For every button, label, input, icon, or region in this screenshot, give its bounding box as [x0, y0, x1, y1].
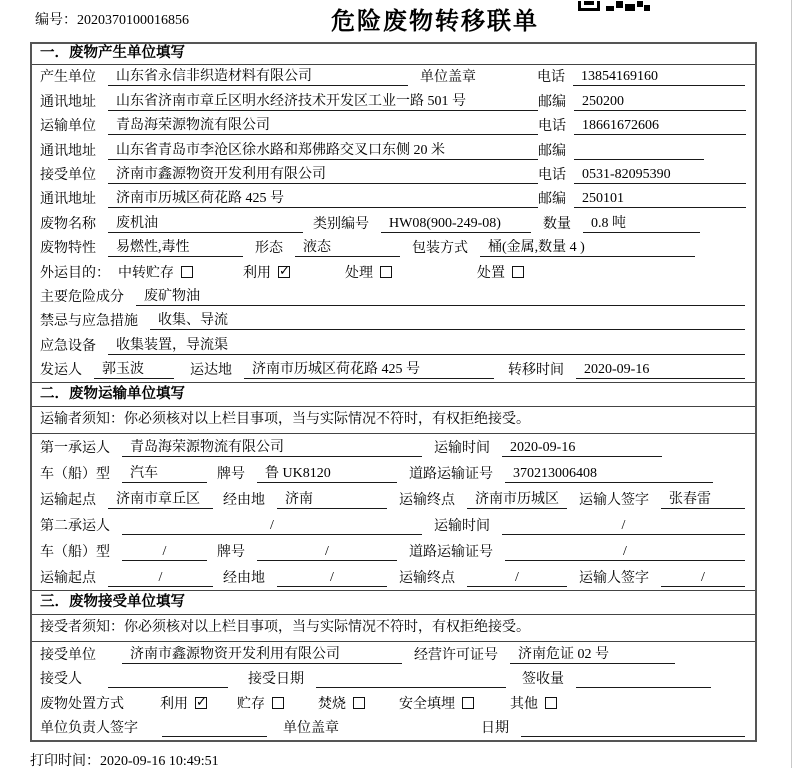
via-label: 经由地 [223, 493, 265, 509]
row-disposal-method [32, 691, 755, 716]
phone-label: 电话 [537, 70, 565, 86]
section1-header: 一．废物产生单位填写 [32, 44, 755, 65]
receiver-label: 接受单位 [40, 167, 96, 183]
row-receiver-address [32, 187, 755, 211]
row-vehicle1 [32, 460, 755, 486]
transport-time1-field: 2020-09-16 [502, 439, 662, 457]
plate-label: 牌号 [217, 467, 245, 483]
sender-field: 郭玉波 [94, 361, 174, 379]
plate1-field: 鲁 UK8120 [257, 465, 397, 483]
purpose-label: 外运目的： [40, 265, 110, 281]
checkbox-label: 焚烧 [318, 696, 346, 712]
purpose-option-dispose [477, 262, 524, 282]
road-permit-label: 道路运输证号 [409, 545, 493, 561]
recipient-field [108, 670, 228, 688]
row-carrier2 [32, 512, 755, 538]
zip-label: 邮编 [538, 143, 566, 159]
producer-name-field: 山东省永信非织造材料有限公司 [108, 68, 408, 86]
transporter-zip-field [574, 142, 704, 160]
disposal-option-incinerate [318, 693, 365, 713]
category-label: 类别编号 [313, 216, 369, 232]
plate2-field: / [257, 543, 397, 561]
checkbox-icon [545, 697, 557, 709]
vehicle-type-label: 车（船）型 [40, 467, 110, 483]
emergency-measures-field: 收集、导流 [150, 312, 745, 330]
address-label: 通讯地址 [40, 94, 96, 110]
transport-time-label: 运输时间 [434, 441, 490, 457]
checkbox-label: 利用 [243, 265, 271, 281]
destination-field: 济南市历城区荷花路 425 号 [244, 361, 494, 379]
row-receiving-unit [32, 642, 755, 667]
producer-phone-field: 13854169160 [573, 68, 745, 86]
transporter-address-field: 山东省青岛市李沧区徐水路和郑佛路交叉口东侧 20 米 [108, 142, 538, 160]
page-title: 危险废物转移联单 [331, 8, 539, 35]
receiving-unit-field: 济南市鑫源物资开发利用有限公司 [122, 646, 402, 664]
manager-sign-field [162, 719, 267, 737]
transfer-time-label: 转移时间 [508, 363, 564, 379]
phone-label: 电话 [538, 119, 566, 135]
checkbox-icon [278, 266, 290, 278]
section-receiver [32, 590, 755, 740]
row-waste-name [32, 211, 755, 235]
recipient-label: 接受人 [40, 672, 82, 688]
disposal-option-storage [237, 693, 284, 713]
receiver-address-field: 济南市历城区荷花路 425 号 [108, 190, 538, 208]
document-header [0, 0, 796, 42]
checkbox-icon [353, 697, 365, 709]
transporter-name-field: 青岛海荣源物流有限公司 [108, 117, 538, 135]
row-route2 [32, 564, 755, 590]
checkbox-icon [272, 697, 284, 709]
origin-label: 运输起点 [40, 571, 96, 587]
zip-label: 邮编 [538, 94, 566, 110]
receive-date-label: 接受日期 [248, 672, 304, 688]
row-vehicle2 [32, 538, 755, 564]
section-transport [32, 382, 755, 590]
producer-zip-field: 250200 [574, 93, 746, 111]
transporter-notice: 运输者须知：你必须核对以上栏目事项，当与实际情况不符时，有权拒绝接受。 [32, 407, 755, 434]
form-field: 液态 [295, 239, 400, 257]
checkbox-icon [380, 266, 392, 278]
origin-label: 运输起点 [40, 493, 96, 509]
checkbox-label: 处置 [477, 265, 505, 281]
print-time [30, 750, 219, 770]
checkbox-icon [195, 697, 207, 709]
print-time-label: 打印时间： [30, 754, 100, 769]
checkbox-icon [512, 266, 524, 278]
page-edge-line [791, 0, 792, 768]
doc-number [35, 9, 189, 29]
receive-date-field [316, 670, 506, 688]
address-label: 通讯地址 [40, 192, 96, 208]
transporter-sign2-field: / [661, 569, 745, 587]
qr-code-icon [578, 0, 650, 16]
carrier2-field: / [122, 517, 422, 535]
purpose-option-utilize [243, 262, 290, 282]
waste-name-field: 废机油 [108, 215, 303, 233]
row-producer-address [32, 89, 755, 113]
row-transfer-purpose [32, 260, 755, 284]
quantity-label: 数量 [543, 216, 571, 232]
phone-label: 电话 [538, 167, 566, 183]
row-hazard-components [32, 285, 755, 309]
quantity-field: 0.8 吨 [583, 215, 700, 233]
waste-name-label: 废物名称 [40, 216, 96, 232]
terminus-label: 运输终点 [399, 571, 455, 587]
transporter-sign1-field: 张春雷 [661, 491, 745, 509]
transporter-sign-label: 运输人签字 [579, 571, 649, 587]
origin2-field: / [108, 569, 213, 587]
via-label: 经由地 [223, 571, 265, 587]
manifest-form [30, 42, 757, 742]
terminus2-field: / [467, 569, 567, 587]
transfer-time-field: 2020-09-16 [576, 361, 745, 379]
terminus-label: 运输终点 [399, 493, 455, 509]
permit-label: 经营许可证号 [414, 647, 498, 663]
checkbox-label: 安全填埋 [399, 696, 455, 712]
emergency-equipment-field: 收集装置，导流渠 [108, 337, 745, 355]
disposal-option-utilize [160, 693, 207, 713]
carrier2-label: 第二承运人 [40, 519, 110, 535]
characteristics-label: 废物特性 [40, 241, 96, 257]
row-emergency-measures [32, 309, 755, 333]
receiver-notice: 接受者须知：你必须核对以上栏目事项，当与实际情况不符时，有权拒绝接受。 [32, 615, 755, 642]
hazard-field: 废矿物油 [136, 288, 745, 306]
hazard-label: 主要危险成分 [40, 289, 124, 305]
print-time-value: 2020-09-16 10:49:51 [100, 754, 219, 769]
date-label: 日期 [481, 721, 509, 737]
disposal-label: 废物处置方式 [40, 696, 124, 712]
section2-header: 二．废物运输单位填写 [32, 382, 755, 407]
purpose-option-treat [345, 262, 392, 282]
checkbox-icon [462, 697, 474, 709]
section3-header: 三．废物接受单位填写 [32, 590, 755, 615]
row-carrier1 [32, 434, 755, 460]
manager-sign-label: 单位负责人签字 [40, 721, 138, 737]
transporter-sign-label: 运输人签字 [579, 493, 649, 509]
road-permit-label: 道路运输证号 [409, 467, 493, 483]
packaging-field: 桶(金属,数量 4 ) [480, 239, 695, 257]
receiver-name-field: 济南市鑫源物资开发利用有限公司 [108, 166, 538, 184]
origin1-field: 济南市章丘区 [108, 491, 213, 509]
unit-seal-label: 单位盖章 [283, 721, 339, 737]
section-producer [32, 44, 755, 382]
row-route1 [32, 486, 755, 512]
plate-label: 牌号 [217, 545, 245, 561]
row-transporter [32, 114, 755, 138]
transport-time2-field: / [502, 517, 745, 535]
doc-number-label: 编号： [35, 13, 77, 28]
road-permit2-field: / [505, 543, 745, 561]
checkbox-label: 利用 [160, 696, 188, 712]
checkbox-label: 贮存 [237, 696, 265, 712]
transport-time-label: 运输时间 [434, 519, 490, 535]
signed-amount-field [576, 670, 711, 688]
emergency-equipment-label: 应急设备 [40, 338, 96, 354]
receiver-zip-field: 250101 [574, 190, 746, 208]
disposal-option-landfill [399, 693, 474, 713]
category-field: HW08(900-249-08) [381, 215, 531, 233]
characteristics-field: 易燃性,毒性 [108, 239, 243, 257]
receiver-phone-field: 0531-82095390 [574, 166, 746, 184]
sender-label: 发运人 [40, 363, 82, 379]
transporter-label: 运输单位 [40, 119, 96, 135]
vehicle-type1-field: 汽车 [122, 465, 207, 483]
row-receiver [32, 163, 755, 187]
disposal-option-other [510, 693, 557, 713]
producer-label: 产生单位 [40, 70, 96, 86]
receiving-unit-label: 接受单位 [40, 647, 96, 663]
permit-field: 济南危证 02 号 [510, 646, 675, 664]
row-manager-sign [32, 716, 755, 741]
carrier1-label: 第一承运人 [40, 441, 110, 457]
terminus1-field: 济南市历城区 [467, 491, 567, 509]
carrier1-field: 青岛海荣源物流有限公司 [122, 439, 422, 457]
unit-seal-label: 单位盖章 [420, 70, 476, 86]
row-producer [32, 65, 755, 89]
vehicle-type-label: 车（船）型 [40, 545, 110, 561]
checkbox-label: 处理 [345, 265, 373, 281]
row-emergency-equipment [32, 333, 755, 357]
producer-address-field: 山东省济南市章丘区明水经济技术开发区工业一路 501 号 [108, 93, 538, 111]
doc-number-value: 2020370100016856 [77, 13, 189, 28]
purpose-option-storage [118, 262, 193, 282]
vehicle-type2-field: / [122, 543, 207, 561]
row-recipient [32, 667, 755, 692]
via2-field: / [277, 569, 387, 587]
packaging-label: 包装方式 [412, 241, 468, 257]
row-transporter-address [32, 138, 755, 162]
date-field [521, 719, 745, 737]
emergency-measures-label: 禁忌与应急措施 [40, 314, 138, 330]
form-label: 形态 [255, 241, 283, 257]
destination-label: 运达地 [190, 363, 232, 379]
checkbox-label: 中转贮存 [118, 265, 174, 281]
checkbox-icon [181, 266, 193, 278]
signed-amount-label: 签收量 [522, 672, 564, 688]
zip-label: 邮编 [538, 192, 566, 208]
transporter-phone-field: 18661672606 [574, 117, 746, 135]
checkbox-label: 其他 [510, 696, 538, 712]
address-label: 通讯地址 [40, 143, 96, 159]
row-sender [32, 358, 755, 382]
road-permit1-field: 370213006408 [505, 465, 713, 483]
row-waste-characteristics [32, 236, 755, 260]
via1-field: 济南 [277, 491, 387, 509]
